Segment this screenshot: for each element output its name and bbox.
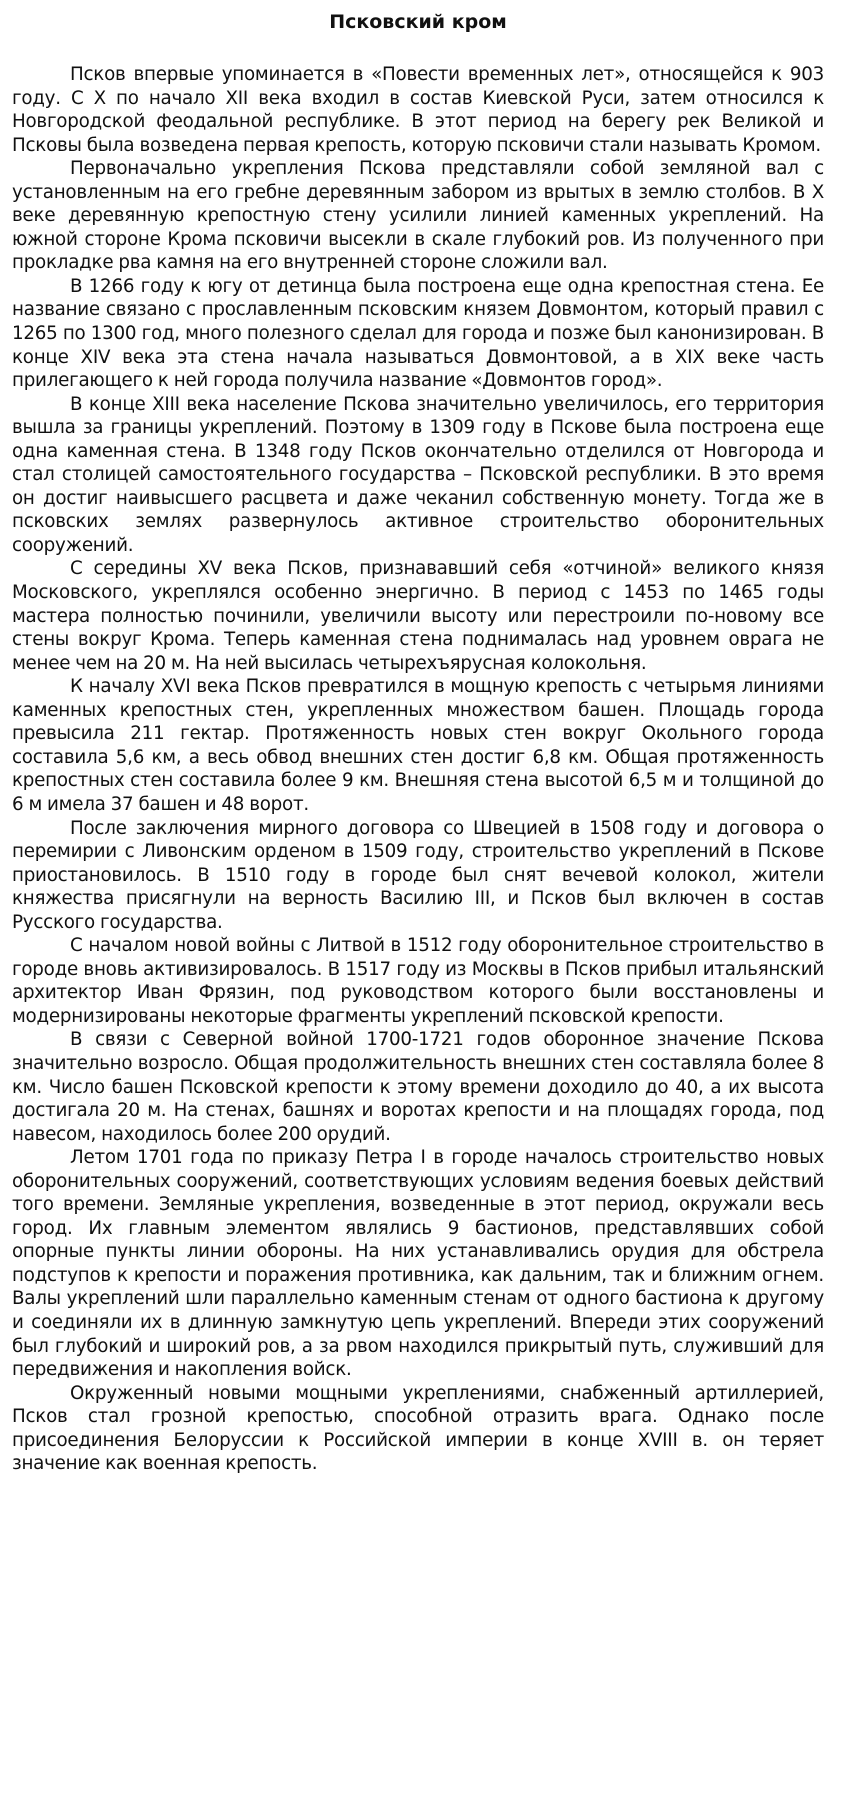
paragraph: Псков впервые упоминается в «Повести временных лет», относящейся к 903 году. С X по начало XII века входил в состав Киевской Руси, затем относился к Новгородской феодальной республике. В этот период на берегу рек Великой и Псковы была возведена первая крепость, которую псковичи стали называть Кромом.	[12, 64, 824, 156]
paragraph: Первоначально укрепления Пскова представляли собой земляной вал с установленным на его гребне деревянным забором из врытых в землю столбов. В X веке деревянную крепостную стену усилили линией каменных укреплений. На южной стороне Крома псковичи высекли в скале глубокий ров. Из полученного при прокладке рва камня на его внутренней стороне сложили вал.	[12, 158, 824, 274]
paragraph: В 1266 году к югу от детинца была построена еще одна крепостная стена. Ее название связано с прославленным псковским князем Довмонтом, который правил с 1265 по 1300 год, много полезного сделал для города и позже был канонизирован. В конце XIV века эта стена начала называться Довмонтовой, а в XIX веке часть прилегающего к ней города получила название «Довмонтов город».	[12, 275, 824, 392]
paragraph: В конце XIII века население Пскова значительно увеличилось, его территория вышла за границы укреплений. Поэтому в 1309 году в Пскове была построена еще одна каменная стена. В 1348 году Псков окончательно отделился от Новгорода и стал столицей самостоятельного государства – Псковской республики. В это время он достиг наивысшего расцвета и даже чеканил собственную монету. Тогда же в псковских землях развернулось активное строительство оборонительных сооружений.	[12, 393, 824, 556]
paragraph: Окруженный новыми мощными укреплениями, снабженный артиллерией, Псков стал грозной крепостью, способной отразить врага. Однако после присоединения Белоруссии к Российской империи в конце XVIII в. он теряет значение как военная крепость.	[12, 1382, 824, 1475]
paragraph: Летом 1701 года по приказу Петра I в городе началось строительство новых оборонительных сооружений, соответствующих условиям ведения боевых действий того времени. Земляные укрепления, возведенные в этот период, окружали весь город. Их главным элементом являлись 9 бастионов, представлявших собой опорные пункты линии обороны. На них устанавливались орудия для обстрела подступов к крепости и поражения противника, как дальним, так и ближним огнем. Валы укреплений шли параллельно каменным стенам от одного бастиона к другому и соединяли их в длинную замкнутую цепь укреплений. Впереди этих сооружений был глубокий и широкий ров, а за рвом находился прикрытый путь, служивший для передвижения и накопления войск.	[12, 1147, 824, 1381]
document-body	[12, 63, 824, 1476]
paragraph: После заключения мирного договора со Швецией в 1508 году и договора о перемирии с Ливонским орденом в 1509 году, строительство укреплений в Пскове приостановилось. В 1510 году в городе был снят вечевой колокол, жители княжества присягнули на верность Василию III, и Псков был включен в состав Русского государства.	[12, 817, 824, 933]
paragraph: В связи с Северной войной 1700-1721 годов оборонное значение Пскова значительно возросло. Общая продолжительность внешних стен составляла более 8 км. Число башен Псковской крепости к этому времени доходило до 40, а их высота достигала 20 м. На стенах, башнях и воротах крепости и на площадях города, под навесом, находилось более 200 орудий.	[12, 1029, 824, 1145]
document-title: Псковский кром	[329, 11, 507, 33]
paragraph: С середины XV века Псков, признававший себя «отчиной» великого князя Московского, укреплялся особенно энергично. В период с 1453 по 1465 годы мастера полностью починили, увеличили высоту или перестроили по-новому все стены вокруг Крома. Теперь каменная стена поднималась над уровнем оврага не менее чем на 20 м. На ней высилась четырехъярусная колокольня.	[12, 558, 824, 674]
paragraph: С началом новой войны с Литвой в 1512 году оборонительное строительство в городе вновь активизировалось. В 1517 году из Москвы в Псков прибыл итальянский архитектор Иван Фрязин, под руководством которого были восстановлены и модернизированы некоторые фрагменты укреплений псковской крепости.	[12, 935, 824, 1027]
paragraph: К началу XVI века Псков превратился в мощную крепость с четырьмя линиями каменных крепостных стен, укрепленных множеством башен. Площадь города превысила 211 гектар. Протяженность новых стен вокруг Окольного города составила 5,6 км, а весь обвод внешних стен достиг 6,8 км. Общая протяженность крепостных стен составила более 9 км. Внешняя стена высотой 6,5 м и толщиной до 6 м имела 37 башен и 48 ворот.	[12, 676, 824, 815]
